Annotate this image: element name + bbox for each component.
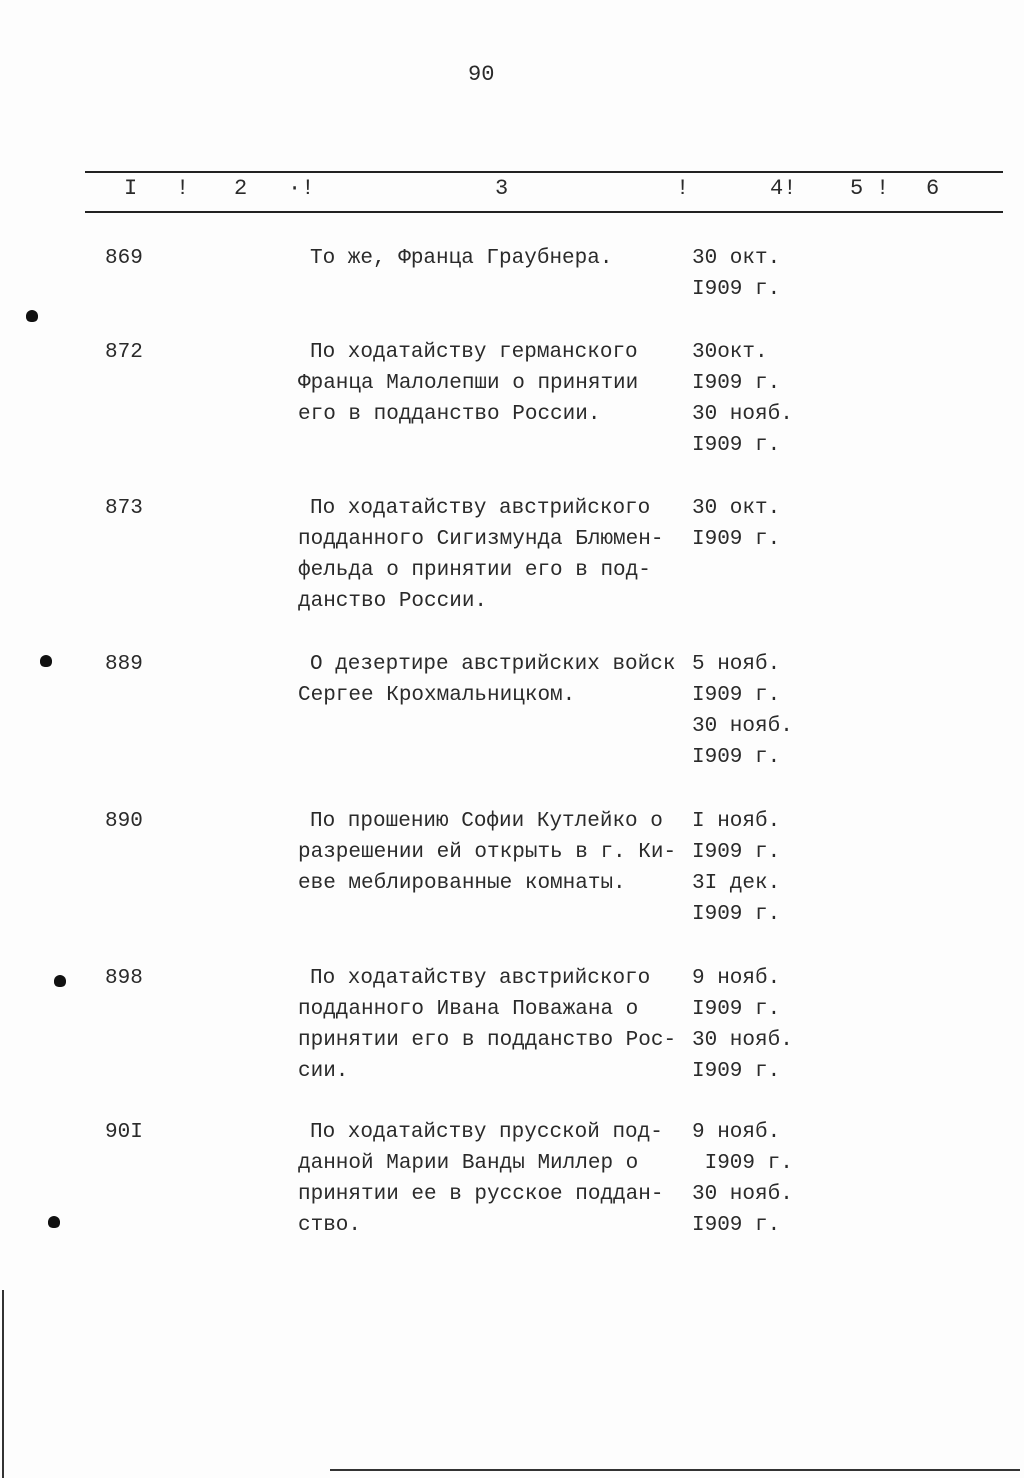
- col-3: 3: [495, 176, 509, 201]
- date-line: I909 г.: [692, 1152, 793, 1175]
- record-description: [298, 493, 663, 617]
- date-line: I909 г.: [692, 278, 781, 301]
- record-dates: [692, 493, 780, 555]
- date-line: 30окт.: [692, 341, 768, 364]
- description-line: принятии ее в русское поддан-: [298, 1183, 664, 1206]
- record-number: 898: [105, 967, 143, 990]
- description-line: ство.: [298, 1214, 362, 1237]
- description-line: данной Марии Ванды Миллер о: [298, 1152, 639, 1175]
- date-line: I909 г.: [692, 1060, 781, 1083]
- record-description: [298, 649, 675, 711]
- description-line: По ходатайству австрийского: [310, 497, 651, 520]
- record-description: [298, 806, 676, 899]
- record-number: 890: [105, 810, 143, 833]
- description-line: еве меблированные комнаты.: [298, 872, 626, 895]
- date-line: I909 г.: [692, 528, 781, 551]
- col-sep: !: [876, 176, 890, 201]
- date-line: I909 г.: [692, 998, 781, 1021]
- description-line: принятии его в подданство Рос-: [298, 1029, 677, 1052]
- date-line: I909 г.: [692, 841, 781, 864]
- col-1: I: [124, 176, 138, 201]
- description-line: подданного Сигизмунда Блюмен-: [298, 528, 664, 551]
- description-line: сии.: [298, 1060, 349, 1083]
- description-line: подданного Ивана Поважана о: [298, 998, 639, 1021]
- description-line: Франца Малолепши о принятии: [298, 372, 639, 395]
- date-line: I нояб.: [692, 810, 781, 833]
- record-dates: [692, 1117, 793, 1241]
- description-line: данство России.: [298, 590, 488, 613]
- date-line: 30 нояб.: [692, 403, 793, 426]
- description-line: По ходатайству прусской под-: [310, 1121, 663, 1144]
- col-sep: ·!: [288, 176, 315, 201]
- date-line: I909 г.: [692, 903, 781, 926]
- date-line: I909 г.: [692, 1214, 781, 1237]
- record-dates: [692, 806, 780, 930]
- header-top-rule: [85, 171, 1003, 173]
- punch-mark: [54, 975, 66, 987]
- date-line: I909 г.: [692, 684, 781, 707]
- col-6: 6: [926, 176, 940, 201]
- record-number: 889: [105, 653, 143, 676]
- record-description: [298, 963, 676, 1087]
- col-sep: !: [676, 176, 690, 201]
- description-line: его в подданство России.: [298, 403, 601, 426]
- date-line: 9 нояб.: [692, 967, 781, 990]
- date-line: 3I дек.: [692, 872, 781, 895]
- record-dates: [692, 337, 793, 461]
- description-line: Сергее Крохмальницком.: [298, 684, 576, 707]
- date-line: 5 нояб.: [692, 653, 781, 676]
- col-5: 5: [850, 176, 864, 201]
- description-line: То же, Франца Граубнера.: [310, 247, 613, 270]
- date-line: 30 окт.: [692, 497, 781, 520]
- description-line: разрешении ей открыть в г. Ки-: [298, 841, 677, 864]
- punch-mark: [40, 655, 52, 667]
- description-line: По ходатайству австрийского: [310, 967, 651, 990]
- date-line: I909 г.: [692, 434, 781, 457]
- date-line: I909 г.: [692, 746, 781, 769]
- description-line: По ходатайству германского: [310, 341, 638, 364]
- record-dates: [692, 649, 793, 773]
- date-line: 30 нояб.: [692, 715, 793, 738]
- record-number: 873: [105, 497, 143, 520]
- date-line: 30 нояб.: [692, 1183, 793, 1206]
- record-dates: [692, 243, 780, 305]
- date-line: 9 нояб.: [692, 1121, 781, 1144]
- bottom-rule: [330, 1469, 1020, 1471]
- col-4: 4!: [770, 176, 797, 201]
- date-line: 30 нояб.: [692, 1029, 793, 1052]
- col-sep: !: [176, 176, 190, 201]
- punch-mark: [26, 310, 38, 322]
- record-description: [298, 337, 638, 430]
- date-line: 30 окт.: [692, 247, 781, 270]
- punch-mark: [48, 1216, 60, 1228]
- left-edge-line: [2, 1290, 4, 1478]
- record-number: 872: [105, 341, 143, 364]
- description-line: фельда о принятии его в под-: [298, 559, 651, 582]
- record-description: [298, 1117, 663, 1241]
- col-2: 2: [234, 176, 248, 201]
- record-description: [298, 243, 612, 274]
- record-number: 90I: [105, 1121, 143, 1144]
- page-number: 90: [468, 62, 495, 87]
- record-dates: [692, 963, 793, 1087]
- description-line: По прошению Софии Кутлейко о: [310, 810, 663, 833]
- date-line: I909 г.: [692, 372, 781, 395]
- header-bottom-rule: [85, 211, 1003, 213]
- record-number: 869: [105, 247, 143, 270]
- description-line: О дезертире австрийских войск: [310, 653, 676, 676]
